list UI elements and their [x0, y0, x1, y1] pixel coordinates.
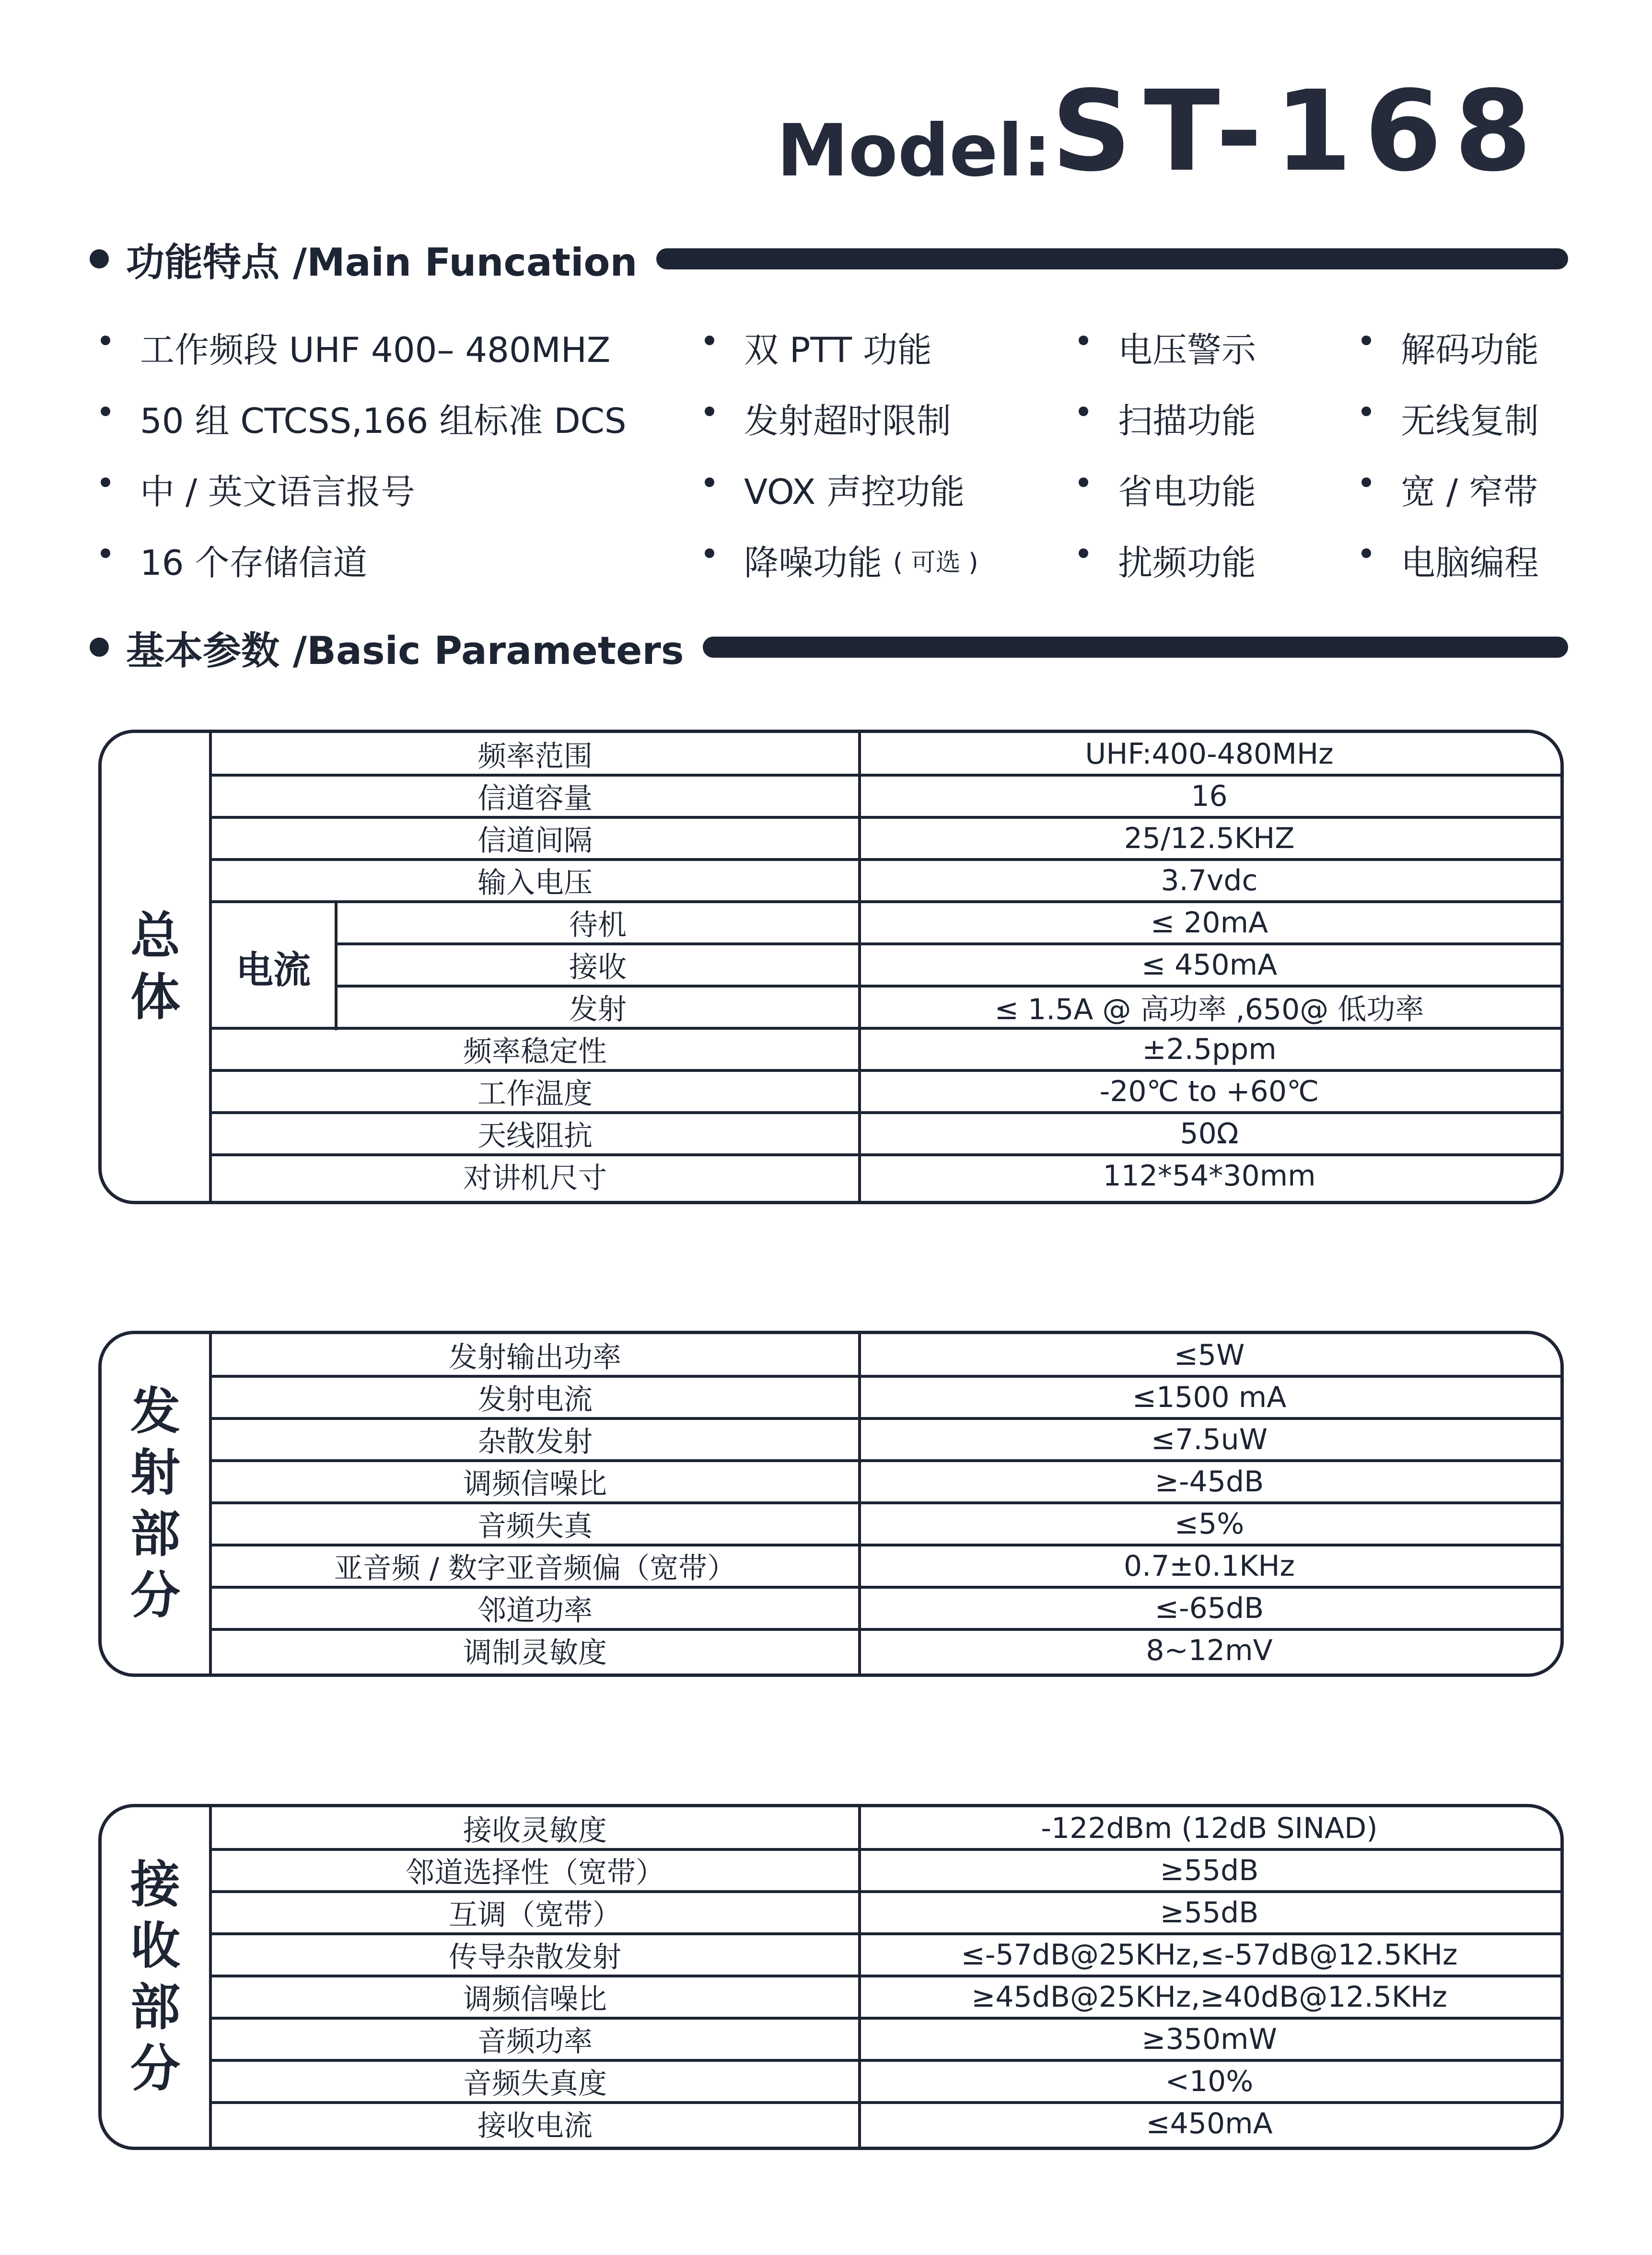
param-value: ≤1500 mA — [1132, 1381, 1287, 1414]
param-name: 发射输出功率 — [449, 1341, 621, 1374]
param-name: 邻道选择性（宽带） — [406, 1856, 664, 1890]
table-row — [212, 986, 1560, 1028]
param-name: 音频失真度 — [463, 2067, 607, 2101]
row-divider — [212, 1459, 1560, 1462]
row-divider — [212, 1375, 1560, 1378]
section-divider — [703, 637, 1568, 658]
feature-item: 双 PTT 功能 — [705, 312, 978, 383]
row-divider — [212, 1501, 1560, 1504]
row-divider — [212, 1586, 1560, 1589]
transmit-block-label: 发 射 部 分 — [102, 1334, 212, 1674]
param-name: 传导杂散发射 — [449, 1941, 621, 1974]
param-value: ≥350mW — [1141, 2023, 1277, 2056]
feature-item: 中 / 英文语言报号 — [101, 453, 627, 524]
param-name: 接收灵敏度 — [463, 1814, 607, 1848]
param-value: UHF:400-480MHz — [1085, 737, 1334, 771]
table-row — [212, 1113, 1560, 1155]
param-name: 发射 — [569, 993, 627, 1026]
param-name: 音频功率 — [477, 2025, 593, 2058]
features-column-4 — [1361, 312, 1539, 595]
param-name: 亚音频 / 数字亚音频偏（宽带） — [334, 1552, 736, 1585]
table-row — [212, 1849, 1560, 1892]
model-prefix: Model: — [777, 109, 1052, 193]
param-name: 邻道功率 — [477, 1594, 593, 1627]
features-column-1 — [101, 312, 627, 595]
param-name: 接收 — [569, 951, 627, 984]
param-name: 音频失真 — [477, 1510, 593, 1543]
features-list — [0, 312, 1652, 618]
table-row — [212, 1376, 1560, 1418]
feature-item: 扫描功能 — [1079, 383, 1256, 453]
param-value: 50Ω — [1180, 1117, 1239, 1151]
param-value: ≤5W — [1174, 1338, 1245, 1372]
param-name: 对讲机尺寸 — [463, 1162, 607, 1195]
table-row — [212, 1587, 1560, 1629]
table-row — [212, 860, 1560, 902]
row-divider — [212, 1544, 1560, 1546]
row-divider — [212, 1890, 1560, 1893]
feature-item: 降噪功能 ( 可选 ) — [705, 524, 978, 595]
param-value: 0.7±0.1KHz — [1123, 1549, 1295, 1583]
param-value: ≤ 20mA — [1150, 906, 1268, 940]
row-divider — [212, 1069, 1560, 1072]
param-name: 频率稳定性 — [463, 1035, 607, 1069]
param-value: 16 — [1191, 779, 1228, 813]
bullet-icon — [705, 477, 714, 487]
section-bullet-icon — [90, 249, 109, 268]
bullet-icon — [1079, 407, 1088, 416]
table-row — [212, 733, 1560, 775]
table-row — [212, 1545, 1560, 1587]
table-row — [212, 1028, 1560, 1070]
row-divider — [337, 942, 1560, 945]
param-name: 天线阻抗 — [477, 1119, 593, 1153]
feature-item: 电脑编程 — [1361, 524, 1539, 595]
table-row — [212, 2103, 1560, 2145]
bullet-icon — [101, 336, 110, 345]
table-row — [212, 2060, 1560, 2103]
param-value: ±2.5ppm — [1142, 1033, 1277, 1066]
param-name: 信道间隔 — [477, 824, 593, 858]
bullet-icon — [101, 548, 110, 558]
param-value: ≤5% — [1174, 1507, 1245, 1541]
bullet-icon — [1361, 548, 1371, 558]
table-row — [212, 1155, 1560, 1197]
receive-params-table — [98, 1804, 1564, 2150]
feature-item: 省电功能 — [1079, 453, 1256, 524]
param-value: 25/12.5KHZ — [1124, 822, 1295, 855]
feature-item: 电压警示 — [1079, 312, 1256, 383]
param-name: 输入电压 — [477, 866, 593, 900]
bullet-icon — [1361, 477, 1371, 487]
param-name: 信道容量 — [477, 782, 593, 815]
row-divider — [212, 1153, 1560, 1156]
features-column-2 — [705, 312, 978, 595]
feature-item: 扰频功能 — [1079, 524, 1256, 595]
features-title: 功能特点 /Main Funcation — [126, 240, 638, 285]
feature-item: 发射超时限制 — [705, 383, 978, 453]
features-column-3 — [1079, 312, 1256, 595]
param-value: ≤450mA — [1146, 2107, 1273, 2140]
param-name: 频率范围 — [477, 740, 593, 773]
row-divider — [212, 1111, 1560, 1114]
model-title — [777, 62, 1544, 196]
feature-item: VOX 声控功能 — [705, 453, 978, 524]
table-row — [212, 1976, 1560, 2018]
feature-item: 工作频段 UHF 400– 480MHZ — [101, 312, 627, 383]
table-row — [212, 1629, 1560, 1672]
table-row — [212, 2018, 1560, 2060]
table-row — [212, 1418, 1560, 1461]
table-row — [212, 1934, 1560, 1976]
params-title: 基本参数 /Basic Parameters — [126, 628, 684, 673]
row-divider — [212, 1027, 1560, 1030]
row-divider — [212, 2101, 1560, 2104]
param-value: <10% — [1165, 2065, 1254, 2098]
param-value: ≥45dB@25KHz,≥40dB@12.5KHz — [971, 1980, 1447, 2014]
table-row — [212, 1807, 1560, 1849]
params-header — [90, 628, 1568, 673]
feature-item: 无线复制 — [1361, 383, 1539, 453]
bullet-icon — [1079, 336, 1088, 345]
feature-item: 50 组 CTCSS,166 组标准 DCS — [101, 383, 627, 453]
table-row — [212, 1892, 1560, 1934]
feature-item: 16 个存储信道 — [101, 524, 627, 595]
bullet-icon — [705, 548, 714, 558]
row-divider — [337, 985, 1560, 988]
param-name: 调频信噪比 — [463, 1467, 607, 1501]
row-divider — [212, 774, 1560, 777]
row-divider — [212, 2017, 1560, 2020]
table-row — [212, 902, 1560, 944]
general-params-table — [98, 730, 1564, 1204]
param-name: 调制灵敏度 — [463, 1636, 607, 1670]
param-name: 发射电流 — [477, 1383, 593, 1417]
table-row — [212, 944, 1560, 986]
param-name: 接收电流 — [477, 2109, 593, 2143]
current-group-label: 电流 — [212, 903, 337, 1030]
bullet-icon — [1079, 548, 1088, 558]
bullet-icon — [705, 336, 714, 345]
row-divider — [212, 900, 1560, 903]
param-value: ≤7.5uW — [1151, 1423, 1268, 1456]
table-row — [212, 1334, 1560, 1376]
bullet-icon — [101, 407, 110, 416]
param-value: -122dBm (12dB SINAD) — [1041, 1812, 1378, 1845]
param-value: ≤ 1.5A @ 高功率 ,650@ 低功率 — [994, 993, 1424, 1026]
param-value: 112*54*30mm — [1103, 1159, 1316, 1193]
table-row — [212, 817, 1560, 860]
receive-block-label: 接 收 部 分 — [102, 1807, 212, 2147]
row-divider — [212, 1628, 1560, 1631]
table-row — [212, 1503, 1560, 1545]
param-value: ≥55dB — [1160, 1854, 1259, 1887]
param-value: ≥55dB — [1160, 1896, 1259, 1930]
row-divider — [212, 858, 1560, 861]
transmit-params-table — [98, 1331, 1564, 1677]
param-value: ≥-45dB — [1154, 1465, 1264, 1499]
row-divider — [212, 2059, 1560, 2062]
row-divider — [212, 1848, 1560, 1851]
row-divider — [212, 1417, 1560, 1420]
table-row — [212, 775, 1560, 817]
row-divider — [212, 1932, 1560, 1935]
param-value: ≤-65dB — [1154, 1592, 1264, 1625]
feature-item: 宽 / 窄带 — [1361, 453, 1539, 524]
param-value: -20℃ to +60℃ — [1099, 1075, 1319, 1108]
param-name: 互调（宽带） — [449, 1898, 621, 1932]
model-number: ST-168 — [1051, 67, 1544, 196]
bullet-icon — [101, 477, 110, 487]
param-name: 待机 — [569, 908, 627, 942]
section-bullet-icon — [90, 638, 109, 657]
param-value: ≤-57dB@25KHz,≤-57dB@12.5KHz — [961, 1938, 1458, 1972]
param-value: ≤ 450mA — [1141, 948, 1278, 982]
param-value: 8~12mV — [1146, 1634, 1273, 1667]
table-row — [212, 1461, 1560, 1503]
param-value: 3.7vdc — [1161, 864, 1258, 897]
bullet-icon — [705, 407, 714, 416]
row-divider — [212, 816, 1560, 819]
param-name: 杂散发射 — [477, 1425, 593, 1459]
bullet-icon — [1079, 477, 1088, 487]
general-block-label: 总 体 — [102, 733, 212, 1201]
param-name: 调频信噪比 — [463, 1983, 607, 2016]
optional-note: ( 可选 ) — [893, 548, 978, 577]
features-header — [90, 240, 1568, 285]
row-divider — [212, 1975, 1560, 1977]
bullet-icon — [1361, 407, 1371, 416]
table-row — [212, 1070, 1560, 1113]
section-divider — [656, 248, 1568, 269]
bullet-icon — [1361, 336, 1371, 345]
feature-item: 解码功能 — [1361, 312, 1539, 383]
param-name: 工作温度 — [477, 1077, 593, 1111]
